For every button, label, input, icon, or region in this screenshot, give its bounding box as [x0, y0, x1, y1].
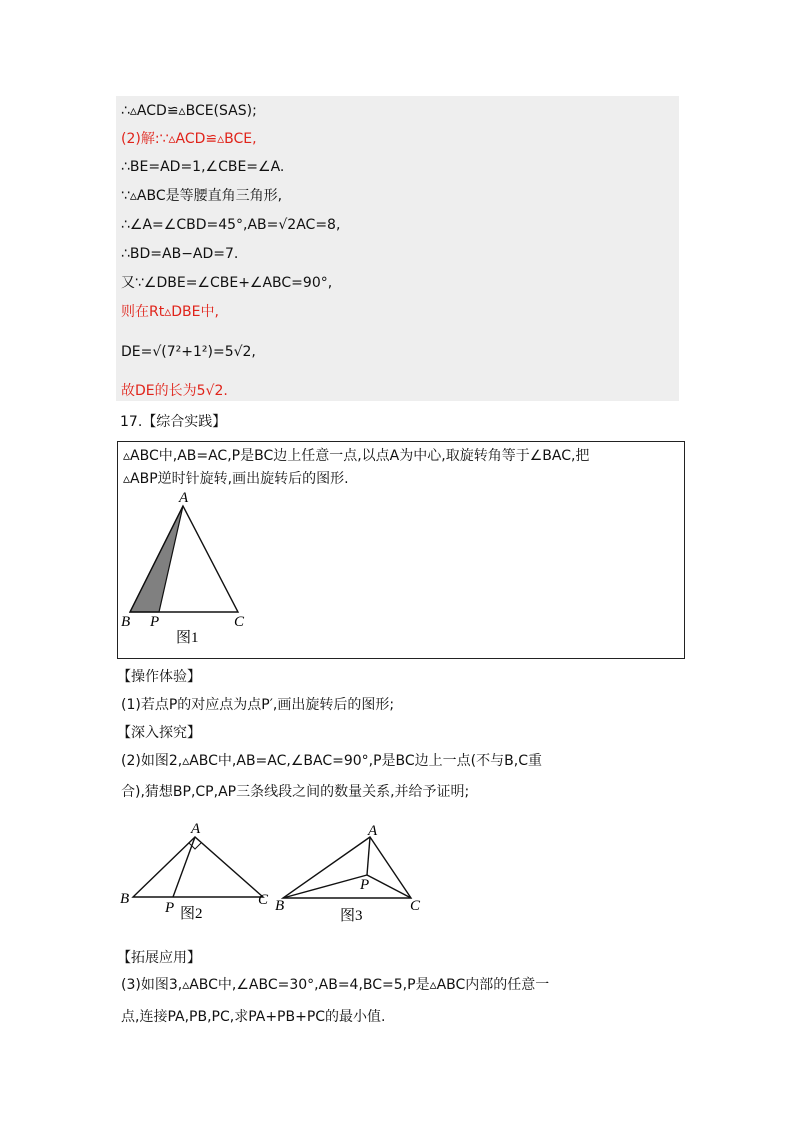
figure-1 — [118, 485, 258, 645]
label-a-fig2: A — [191, 821, 201, 837]
answer-line-4: ∵▵ABC是等腰直角三角形, — [121, 188, 283, 204]
heading-operation: 【操作体验】 — [117, 669, 201, 685]
question-2-line-1: (2)如图2,▵ABC中,AB=AC,∠BAC=90°,P是BC边上一点(不与B,C重 — [121, 753, 542, 769]
answer-line-9: DE=√(7²+1²)=5√2, — [121, 344, 256, 360]
answer-line-2: (2)解:∵▵ACD≌▵BCE, — [121, 131, 257, 147]
caption-fig2: 图2 — [180, 906, 203, 922]
label-a-fig3: A — [368, 823, 378, 839]
label-b: B — [121, 614, 131, 630]
label-a: A — [179, 490, 189, 506]
answer-line-3: ∴BE=AD=1,∠CBE=∠A. — [121, 159, 285, 175]
figure-2 — [118, 815, 278, 930]
statement-line-2: ▵ABP逆时针旋转,画出旋转后的图形. — [123, 471, 349, 487]
question-1: (1)若点P的对应点为点P′,画出旋转后的图形; — [121, 697, 395, 713]
heading-explore: 【深入探究】 — [117, 725, 201, 741]
question-2-line-2: 合),猜想BP,CP,AP三条线段之间的数量关系,并给予证明; — [121, 784, 470, 800]
answer-line-7: 又∵∠DBE=∠CBE+∠ABC=90°, — [121, 275, 333, 291]
caption-fig3: 图3 — [340, 908, 363, 924]
label-p: P — [150, 614, 160, 630]
label-c-fig3: C — [410, 898, 421, 914]
answer-line-10: 故DE的长为5√2. — [121, 383, 228, 399]
label-p-fig2: P — [165, 900, 175, 916]
caption-fig1: 图1 — [176, 630, 199, 645]
label-p-fig3: P — [360, 877, 370, 893]
answer-line-6: ∴BD=AB−AD=7. — [121, 246, 239, 262]
label-c: C — [234, 614, 245, 630]
question-3-line-2: 点,连接PA,PB,PC,求PA+PB+PC的最小值. — [121, 1009, 386, 1025]
label-b-fig3: B — [275, 898, 285, 914]
segment-pb-fig3 — [283, 875, 370, 898]
statement-line-1: ▵ABC中,AB=AC,P是BC边上任意一点,以点A为中心,取旋转角等于∠BAC,把 — [123, 448, 590, 464]
answer-line-1: ∴▵ACD≌▵BCE(SAS); — [121, 103, 257, 119]
label-c-fig2: C — [258, 892, 269, 908]
figure-3 — [270, 815, 430, 930]
problem-number: 17.【综合实践】 — [120, 414, 227, 430]
answer-line-5: ∴∠A=∠CBD=45°,AB=√2AC=8, — [121, 217, 341, 233]
question-3-line-1: (3)如图3,▵ABC中,∠ABC=30°,AB=4,BC=5,P是▵ABC内部的任意一 — [121, 977, 550, 993]
label-b-fig2: B — [120, 891, 130, 907]
answer-line-8: 则在Rt▵DBE中, — [121, 304, 219, 320]
segment-pa-fig3 — [367, 837, 370, 875]
heading-application: 【拓展应用】 — [117, 950, 201, 966]
segment-pc-fig3 — [367, 875, 411, 898]
triangle-abc-fig3 — [283, 837, 411, 898]
